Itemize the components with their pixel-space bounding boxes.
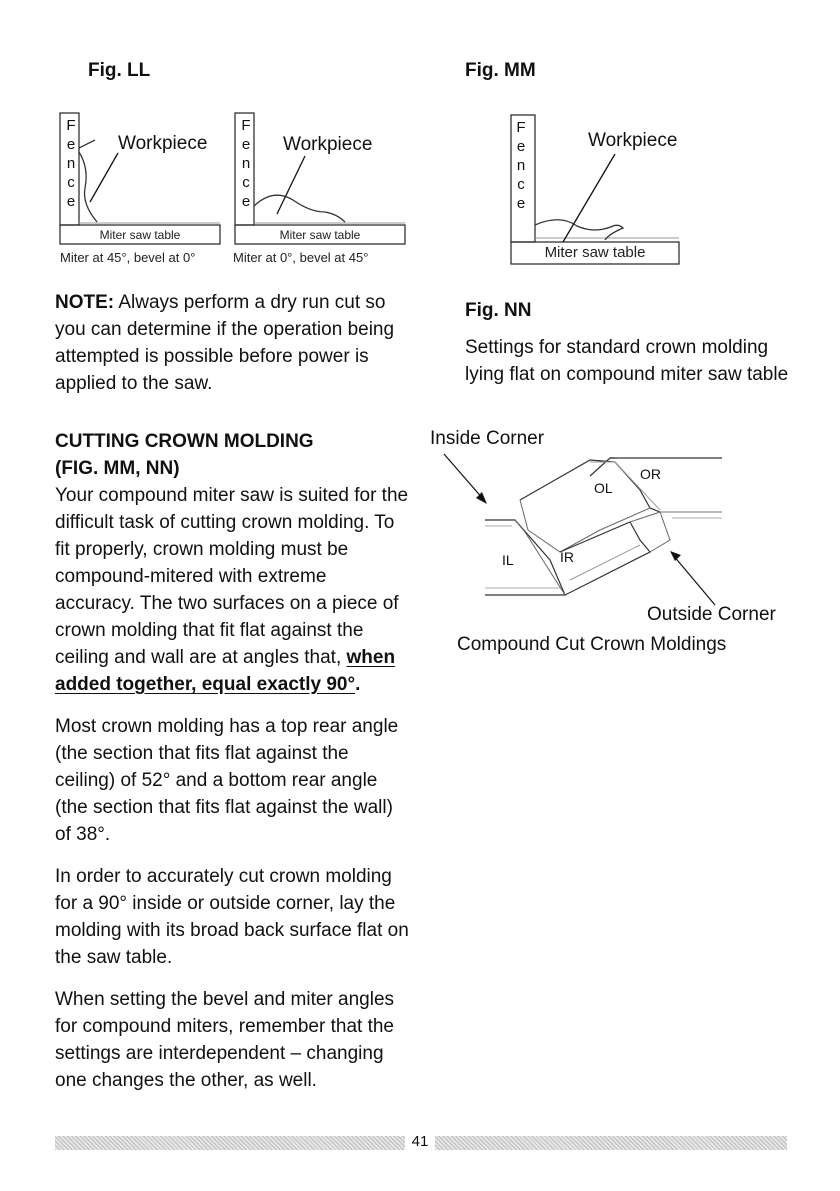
- note-label: NOTE:: [55, 292, 115, 313]
- note-paragraph: [55, 289, 405, 397]
- fig-nn-diagram: [440, 440, 740, 610]
- fig-ll-right-workpiece-label: Workpiece: [283, 134, 373, 155]
- fig-ll-left-fence-label: F e n c e: [66, 117, 76, 210]
- emphasis-90-degrees: when added together, equal exactly 90°: [55, 647, 396, 695]
- paragraph-4: When setting the bevel and miter angles for compound miters, remember that the settings are interdependent – changing one changes the other, as well.: [55, 989, 395, 1091]
- fig-nn-inside-corner-label: Inside Corner: [430, 428, 545, 449]
- fig-nn-il-label: IL: [502, 552, 514, 568]
- note-text: Always perform a dry run cut so you can determine if the operation being attempted is possible before power is applied to the saw.: [55, 292, 395, 394]
- crown-molding-section: [55, 428, 410, 1109]
- section-subheading: (FIG. MM, NN): [55, 458, 180, 479]
- fig-ll-title: Fig. LL: [88, 60, 151, 81]
- fig-nn-caption: Compound Cut Crown Moldings: [457, 634, 727, 655]
- fig-ll-left-caption: Miter at 45°, bevel at 0°: [60, 250, 196, 265]
- paragraph-2: Most crown molding has a top rear angle (the section that fits flat against the ceiling) of 52° and a bottom rear angle (the section that fits flat against the wall) of 38°.: [55, 716, 399, 845]
- fig-mm-table-label: Miter saw table: [544, 244, 646, 261]
- fig-mm-molding: [535, 220, 623, 240]
- footer-bar-right: [435, 1136, 787, 1150]
- fig-ll-right-molding: [254, 195, 345, 222]
- fig-mm-workpiece-label: Workpiece: [588, 130, 678, 151]
- fig-ll-right-caption: Miter at 0°, bevel at 45°: [233, 250, 369, 265]
- fig-ll-right-fence-label: F e n c e: [241, 117, 251, 210]
- fig-nn-description: Settings for standard crown molding lying flat on compound miter saw table: [465, 337, 789, 385]
- fig-nn-ir-label: IR: [560, 549, 574, 565]
- fig-nn-or-label: OR: [640, 466, 661, 482]
- paragraph-1: Your compound miter saw is suited for the difficult task of cutting crown molding. To fit properly, crown molding must be compound-mitered with extreme accuracy. The two surfaces on a piece of crown molding that fit flat against the ceiling and wall are at angles that, when added together, equal exactly 90°.: [55, 485, 409, 695]
- fig-ll-right-table-label: Miter saw table: [279, 228, 361, 242]
- fig-nn-ol-label: OL: [594, 480, 613, 496]
- footer-bar-left: [55, 1136, 405, 1150]
- page-number: 41: [411, 1133, 429, 1150]
- fig-nn-title: Fig. NN: [465, 300, 532, 321]
- fig-mm-title: Fig. MM: [465, 60, 536, 81]
- paragraph-3: In order to accurately cut crown molding for a 90° inside or outside corner, lay the molding with its broad back surface flat on the saw table.: [55, 866, 409, 968]
- fig-mm-fence-label: F e n c e: [516, 119, 526, 212]
- fig-ll-left-workpiece-label: Workpiece: [118, 133, 208, 154]
- fig-ll-left-molding: [79, 152, 97, 222]
- fig-ll-left-table-label: Miter saw table: [99, 228, 181, 242]
- fig-nn-outside-corner-label: Outside Corner: [647, 604, 776, 625]
- fig-ll-diagram: [55, 108, 415, 248]
- section-heading: CUTTING CROWN MOLDING: [55, 431, 314, 452]
